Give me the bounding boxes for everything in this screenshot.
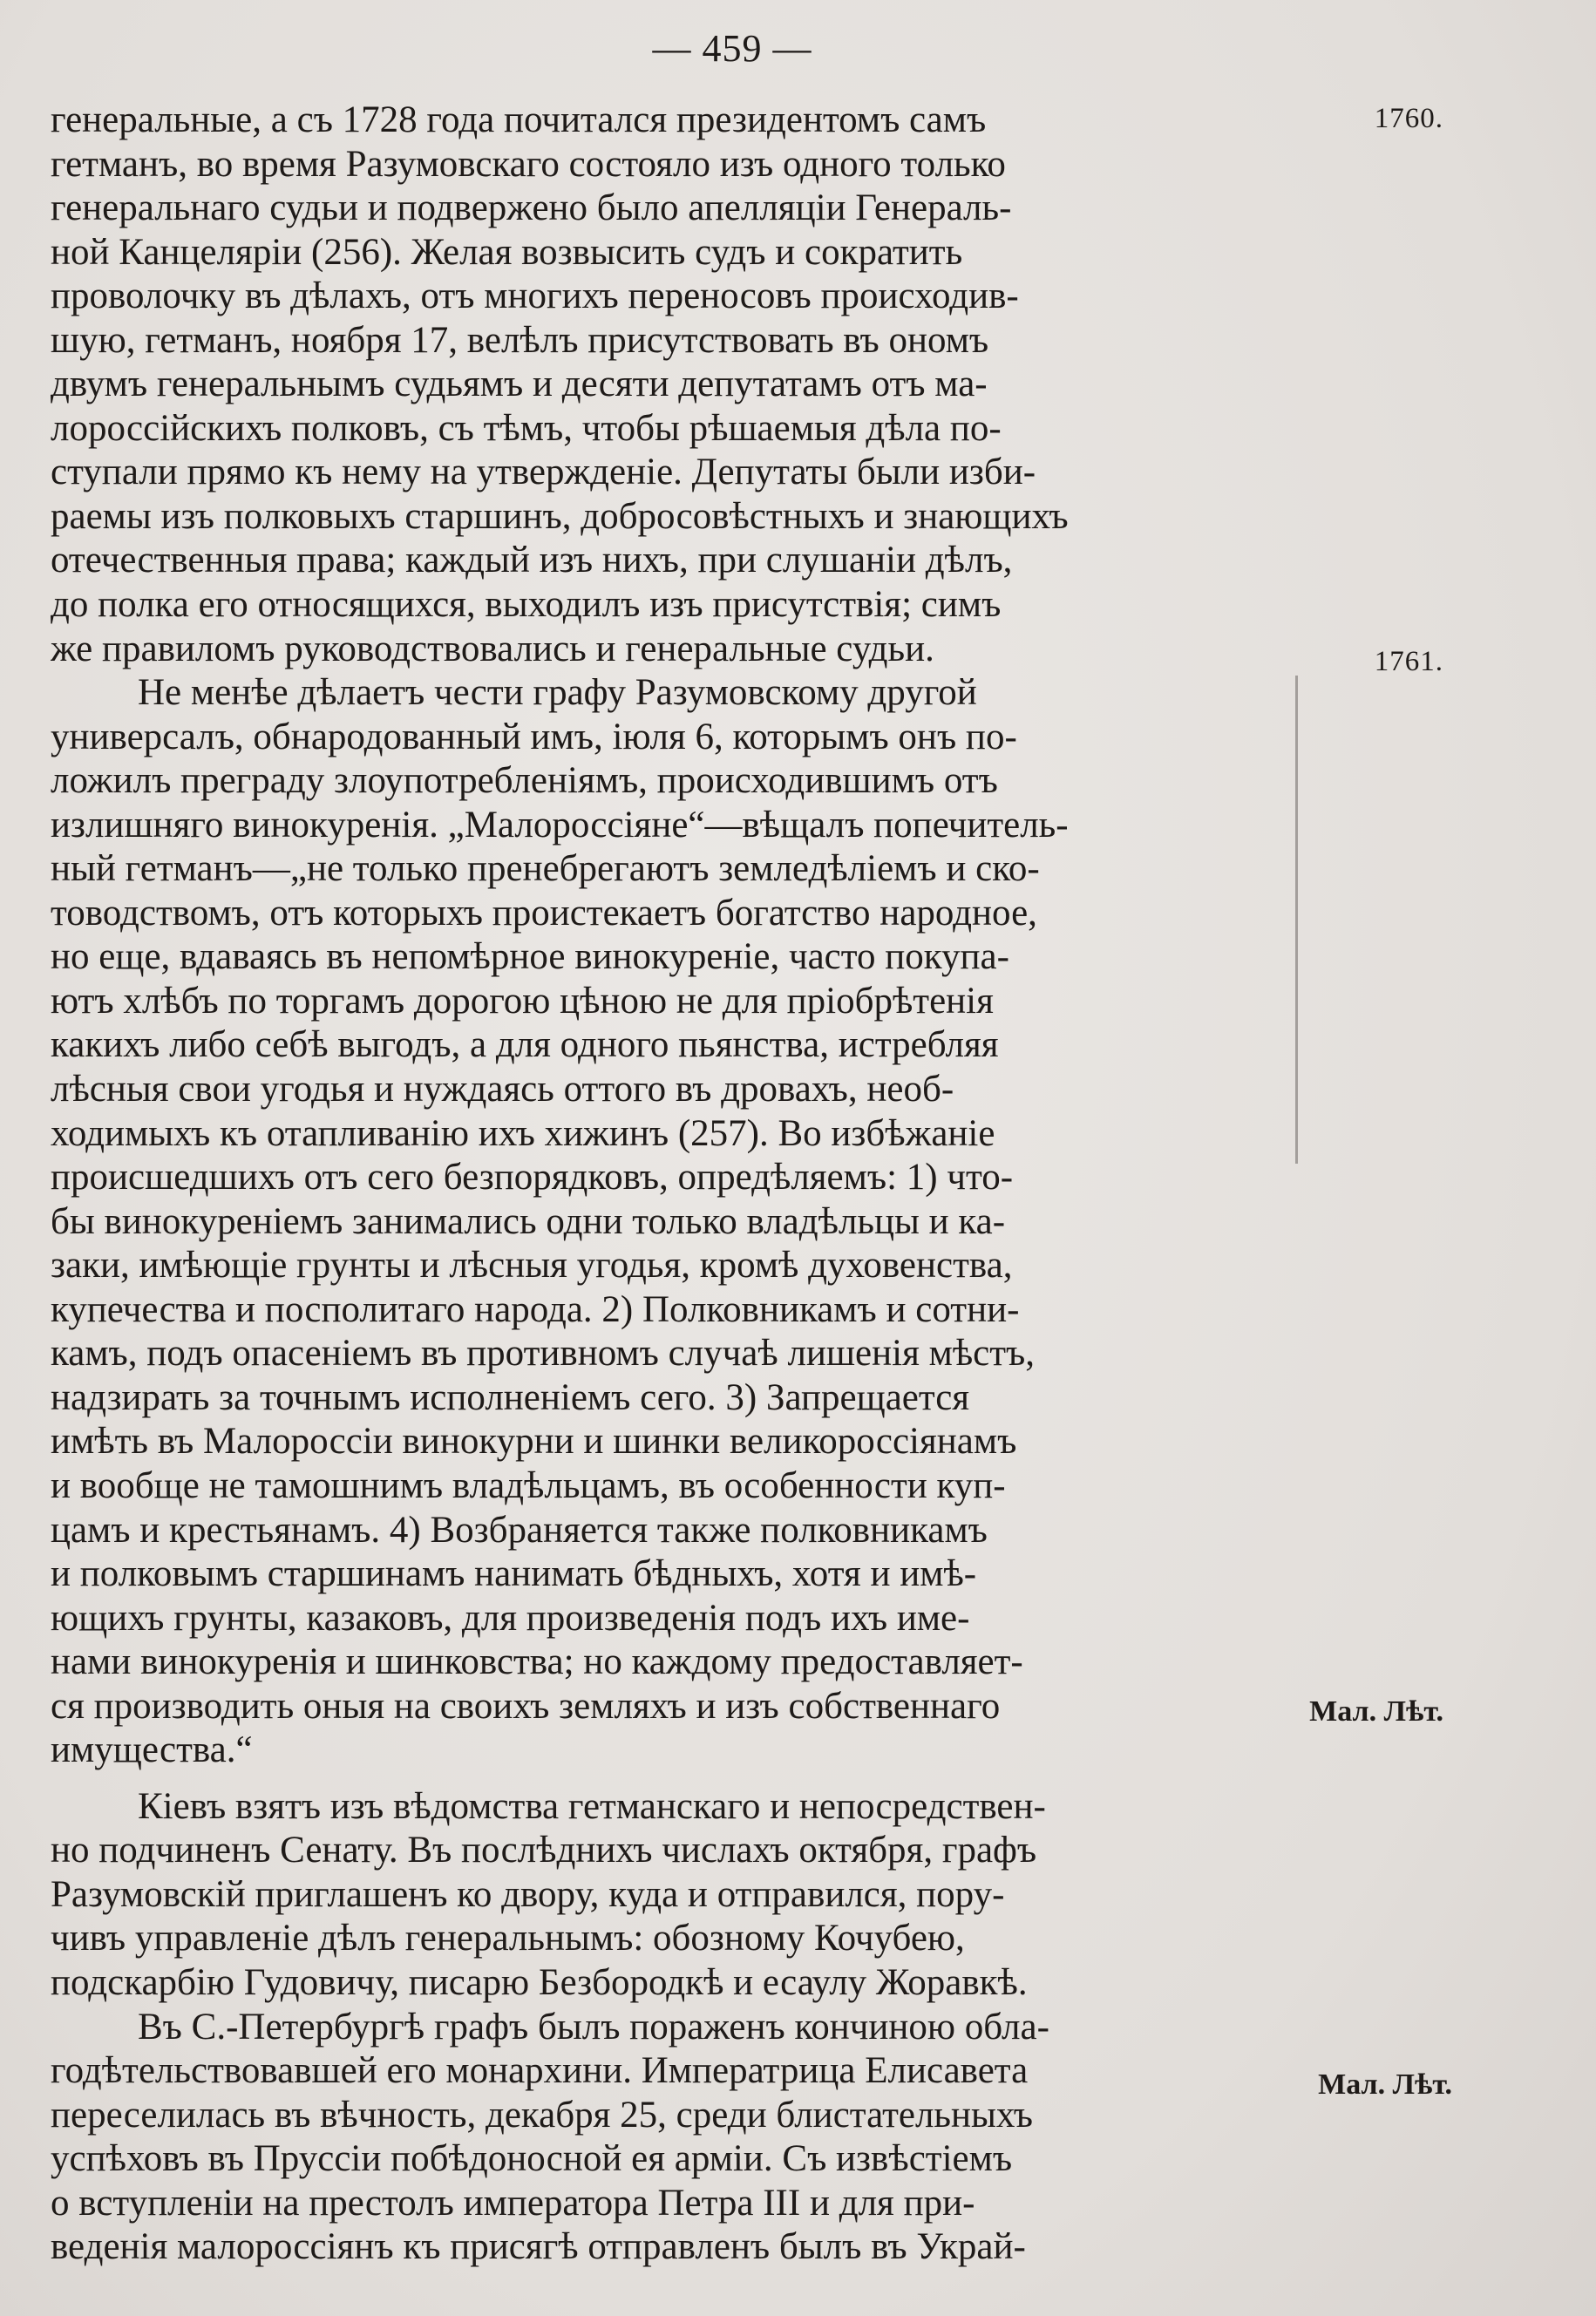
text-line: ной Канцеляріи (256). Желая возвысить судъ и сократить: [51, 231, 963, 273]
text-line: ступали прямо къ нему на утвержденіе. Депутаты были изби-: [51, 452, 1036, 493]
text-line: генеральные, а съ 1728 года почитался президентомъ самъ: [51, 99, 987, 140]
text-line: имѣть въ Малороссіи винокурни и шинки великороссіянамъ: [51, 1421, 1017, 1463]
text-line: же правиломъ руководствовались и генеральные судьи.: [51, 628, 934, 669]
text-line: лѣсныя свои угодья и нуждаясь оттого въ дровахъ, необ-: [51, 1069, 954, 1110]
text-line: шую, гетманъ, ноября 17, велѣлъ присутствовать въ ономъ: [51, 319, 989, 361]
text-line: Разумовскій приглашенъ ко двору, куда и отправился, пору-: [51, 1873, 1005, 1915]
text-line: купечества и посполитаго народа. 2) Полковникамъ и сотни-: [51, 1288, 1020, 1330]
margin-note-source: Мал. Лѣт.: [1309, 1695, 1443, 1728]
text-line: камъ, подъ опасеніемъ въ противномъ случаѣ лишенія мѣстъ,: [51, 1333, 1036, 1375]
text-line: генеральнаго судьи и подвержено было апелляціи Генераль-: [51, 187, 1012, 229]
margin-note-year: 1760.: [1374, 103, 1443, 134]
body-text: [51, 98, 1273, 2270]
text-line: имущества.“: [51, 1729, 253, 1771]
text-line: годѣтельствовавшей его монархини. Императрица Елисавета: [51, 2050, 1029, 2092]
text-line: ютъ хлѣбъ по торгамъ дорогою цѣною не для пріобрѣтенія: [51, 980, 994, 1022]
text-line: бы винокуреніемъ занимались одни только владѣльцы и ка-: [51, 1200, 1006, 1242]
text-line: переселилась въ вѣчность, декабря 25, среди блистательныхъ: [51, 2094, 1034, 2136]
text-line: отечественныя права; каждый изъ нихъ, при слушаніи дѣлъ,: [51, 540, 1013, 581]
text-line: Въ С.-Петербургѣ графъ былъ пораженъ кончиною обла-: [138, 2006, 1049, 2048]
text-line: и полковымъ старшинамъ нанимать бѣдныхъ, хотя и имѣ-: [51, 1553, 977, 1595]
text-line: но подчиненъ Сенату. Въ послѣднихъ числахъ октября, графъ: [51, 1830, 1037, 1871]
text-line: ющихъ грунты, казаковъ, для произведенія подъ ихъ име-: [51, 1597, 970, 1639]
text-line: гетманъ, во время Разумовскаго состояло изъ одного только: [51, 143, 1006, 185]
text-line: чивъ управленіе дѣлъ генеральнымъ: обозному Кочубею,: [51, 1918, 965, 1959]
text-line: Не менѣе дѣлаетъ чести графу Разумовскому другой: [138, 672, 977, 714]
text-line: заки, имѣющіе грунты и лѣсныя угодья, кромѣ духовенства,: [51, 1245, 1013, 1287]
text-line: проволочку въ дѣлахъ, отъ многихъ переносовъ происходив-: [51, 275, 1019, 317]
text-line: универсалъ, обнародованный имъ, іюля 6, которымъ онъ по-: [51, 716, 1017, 757]
text-line: и вообще не тамошнимъ владѣльцамъ, въ особенности куп-: [51, 1464, 1006, 1506]
pencil-margin-mark: [1295, 676, 1298, 1164]
page-number: — 459 —: [652, 27, 812, 70]
paragraph: [51, 98, 1273, 671]
text-line: ложилъ преграду злоупотребленіямъ, происходившимъ отъ: [51, 760, 998, 802]
text-line: лороссійскихъ полковъ, съ тѣмъ, чтобы рѣшаемыя дѣла по-: [51, 407, 1002, 449]
text-line: подскарбію Гудовичу, писарю Безбородкѣ и есаулу Жоравкѣ.: [51, 1961, 1028, 2003]
text-line: двумъ генеральнымъ судьямъ и десяти депутатамъ отъ ма-: [51, 363, 988, 405]
text-line: успѣховъ въ Пруссіи побѣдоносной ея арміи. Съ извѣстіемъ: [51, 2138, 1013, 2180]
text-line: нами винокуренія и шинковства; но каждому предоставляет-: [51, 1641, 1023, 1683]
text-line: о вступленіи на престолъ императора Петра III и для при-: [51, 2182, 975, 2224]
text-line: ходимыхъ къ отапливанію ихъ хижинъ (257). Во избѣжаніе: [51, 1112, 995, 1154]
text-line: товодствомъ, отъ которыхъ проистекаетъ богатство народное,: [51, 892, 1037, 934]
text-line: какихъ либо себѣ выгодъ, а для одного пьянства, истребляя: [51, 1024, 999, 1066]
text-line: ся производить оныя на своихъ земляхъ и изъ собственнаго: [51, 1685, 1001, 1727]
paragraph: [51, 2006, 1273, 2270]
text-line: Кіевъ взятъ изъ вѣдомства гетманскаго и непосредствен-: [138, 1785, 1046, 1827]
text-line: ный гетманъ—„не только пренебрегаютъ земледѣліемъ и ско-: [51, 848, 1040, 890]
text-line: цамъ и крестьянамъ. 4) Возбраняется также полковникамъ: [51, 1509, 988, 1551]
text-line: происшедшихъ отъ сего безпорядковъ, опредѣляемъ: 1) что-: [51, 1157, 1014, 1199]
paragraph: [51, 1785, 1273, 2006]
margin-note-year: 1761.: [1374, 646, 1443, 677]
paragraph-gap: [51, 1773, 1273, 1785]
text-line: надзирать за точнымъ исполненіемъ сего. 3) Запрещается: [51, 1376, 970, 1418]
paragraph: [51, 671, 1273, 1773]
text-line: но еще, вдаваясь въ непомѣрное винокуреніе, часто покупа-: [51, 936, 1009, 978]
text-line: до полка его относящихся, выходилъ изъ присутствія; симъ: [51, 584, 1002, 626]
text-line: веденія малороссіянъ къ присягѣ отправленъ былъ въ Украй-: [51, 2226, 1026, 2268]
margin-note-source: Мал. Лѣт.: [1318, 2068, 1452, 2101]
text-line: излишняго винокуренія. „Малороссіяне“—вѣщалъ попечитель-: [51, 804, 1069, 846]
text-line: раемы изъ полковыхъ старшинъ, добросовѣстныхъ и знающихъ: [51, 495, 1069, 537]
